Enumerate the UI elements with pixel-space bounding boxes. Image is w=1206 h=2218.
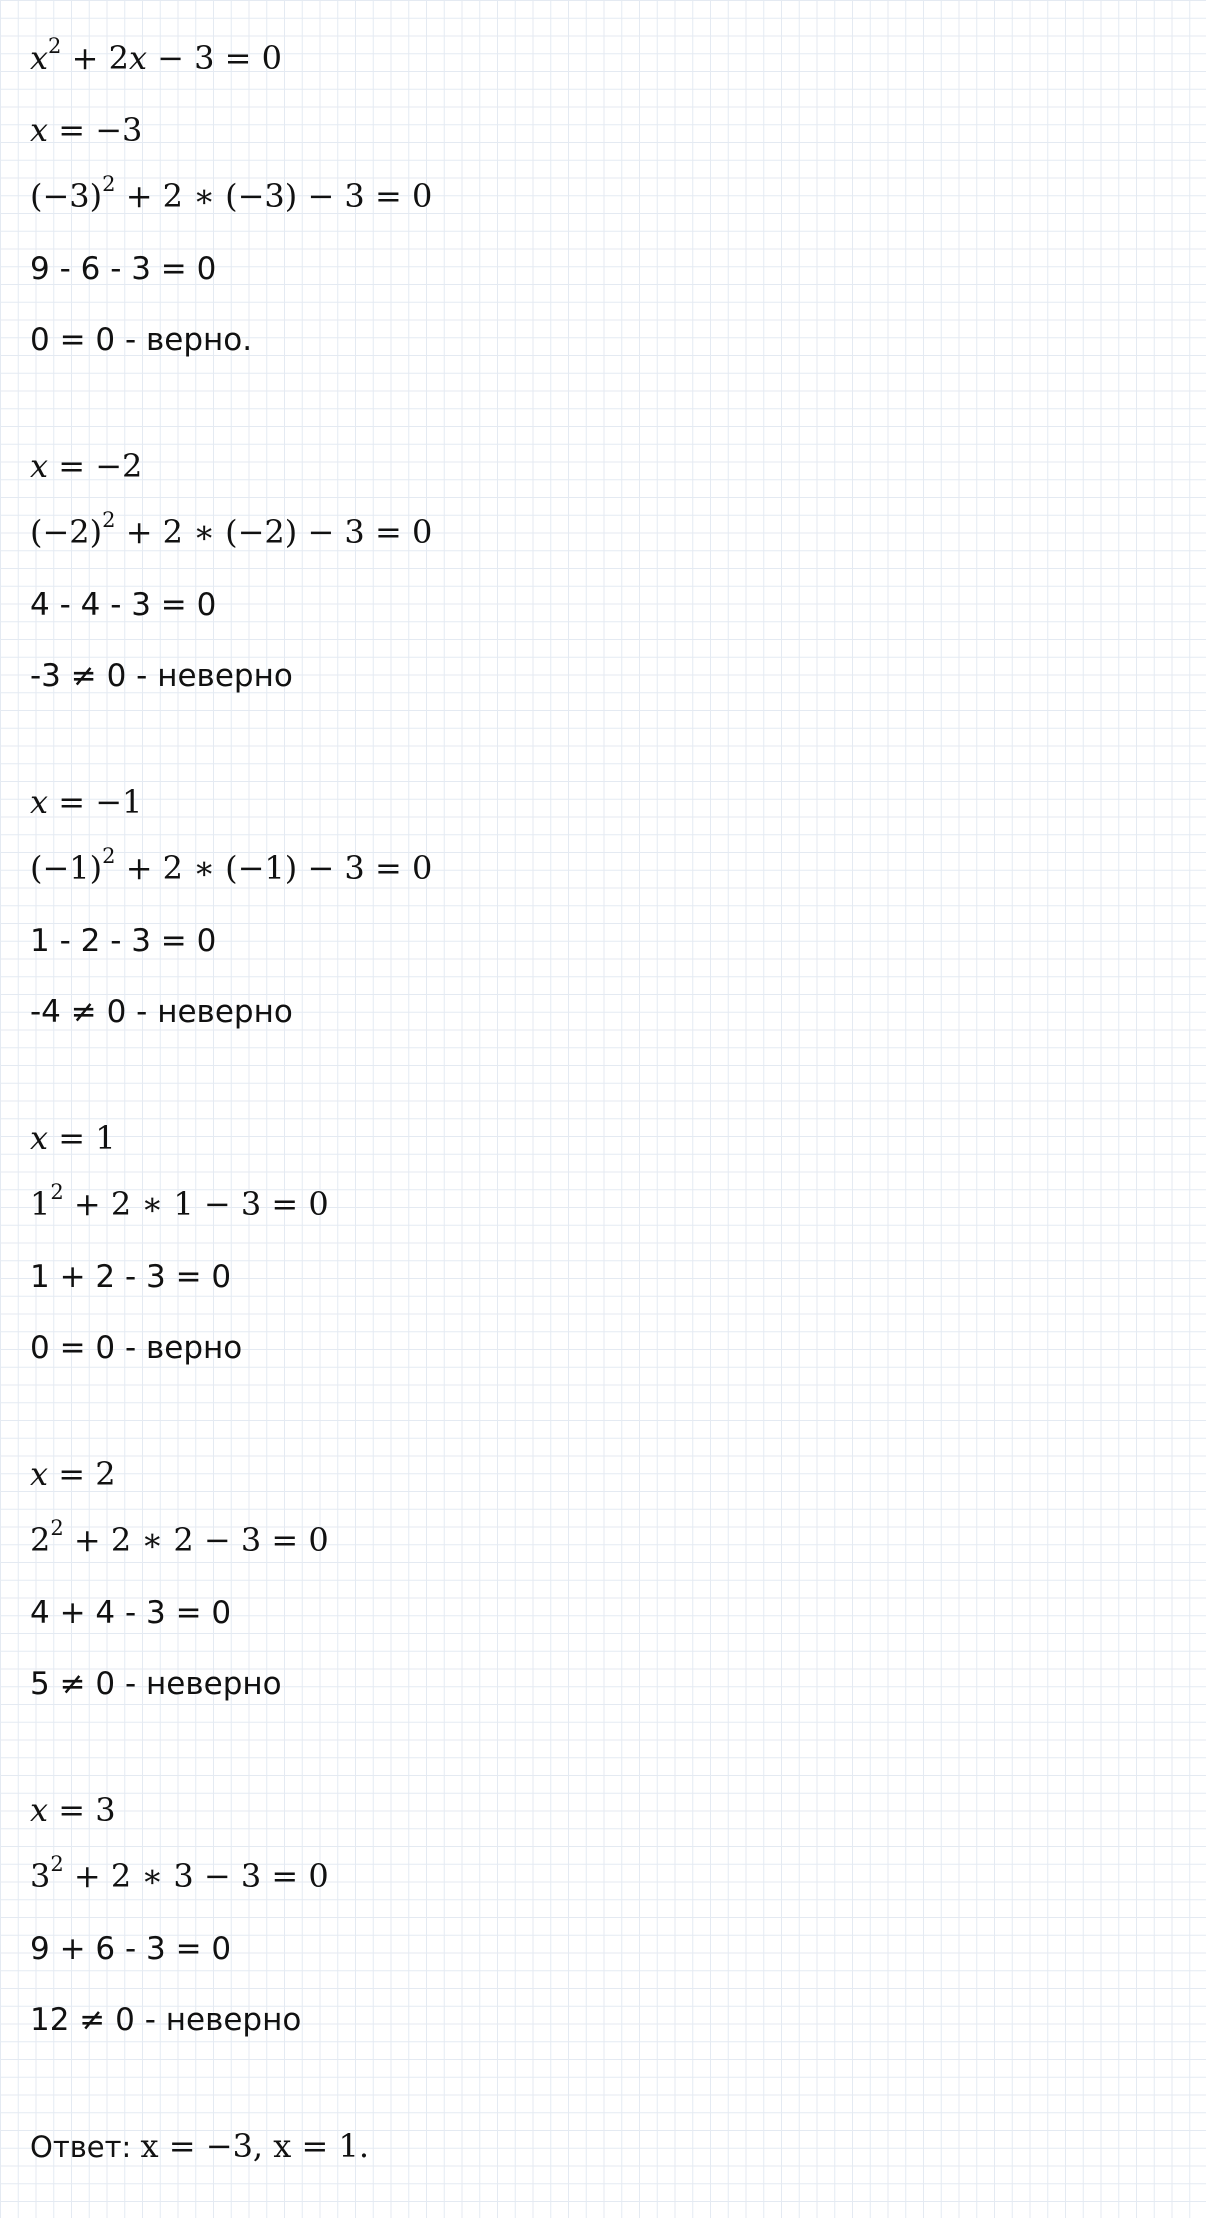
result-x-2: 5 ≠ 0 - неверно [30,1666,282,1702]
test-x-minus-1: x = −1 [30,783,143,821]
test-x-1: x = 1 [30,1119,116,1157]
test-x-3: x = 3 [30,1791,116,1829]
x-value: −2 [95,447,143,485]
result-x-1: 0 = 0 - верно [30,1330,243,1366]
test-x-minus-2: x = −2 [30,447,143,485]
answer-roots: x = −3, x = 1. [140,2127,369,2165]
simplified-x-1: 1 + 2 - 3 = 0 [30,1259,232,1295]
answer [30,2127,369,2165]
answer-label: Ответ: [30,2130,141,2164]
simplified-x-minus-3: 9 - 6 - 3 = 0 [30,251,217,287]
test-x-2: x = 2 [30,1455,116,1493]
substitution-x-1: $1^2 + 2$ ∗ 1 − 3 = 0 [30,1180,329,1223]
substitution-x-2: $2^2 + 2$ ∗ 2 − 3 = 0 [30,1516,329,1559]
x-value: −3 [95,111,143,149]
substitution-x-minus-2: $(-2)^2 + 2$ ∗ (−2) − 3 = 0 [30,508,433,551]
simplified-x-3: 9 + 6 - 3 = 0 [30,1931,232,1967]
substitution-x-minus-3: $(-3)^2 + 2$ ∗ (−3) − 3 = 0 [30,172,433,215]
simplified-x-minus-2: 4 - 4 - 3 = 0 [30,587,217,623]
result-x-3: 12 ≠ 0 - неверно [30,2002,302,2038]
result-x-minus-1: -4 ≠ 0 - неверно [30,994,293,1030]
simplified-x-2: 4 + 4 - 3 = 0 [30,1595,232,1631]
result-x-minus-3: 0 = 0 - верно. [30,322,253,358]
x-value: 3 [95,1791,116,1829]
x-value: 1 [95,1119,116,1157]
test-x-minus-3: x = −3 [30,111,143,149]
result-x-minus-2: -3 ≠ 0 - неверно [30,658,293,694]
substitution-x-3: $3^2 + 2$ ∗ 3 − 3 = 0 [30,1852,329,1895]
simplified-x-minus-1: 1 - 2 - 3 = 0 [30,923,217,959]
substitution-x-minus-1: $(-1)^2 + 2$ ∗ (−1) − 3 = 0 [30,844,433,887]
x-value: −1 [95,783,143,821]
equation: $x^2 + 2x - 3 = 0$ [30,34,283,77]
x-value: 2 [95,1455,116,1493]
